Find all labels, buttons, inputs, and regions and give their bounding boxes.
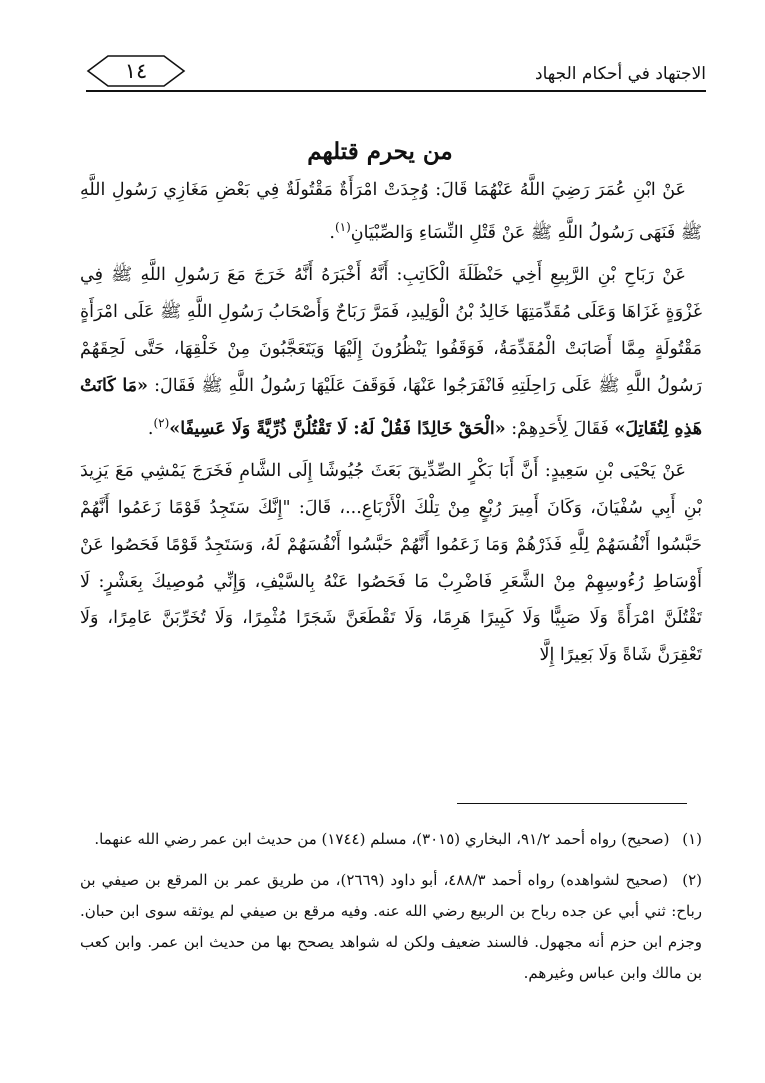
running-header xyxy=(86,52,706,96)
footnote-text: رواه أحمد ٤٨٨/٣، أبو داود (٢٦٦٩)، من طريق عمر بن المرقع بن صيفي بن رباح: ثني أبي عن جده رباح بن الربيع رضي الله عنه. وفيه مرقع بن صيفي لم يوثقه سوى ابن حبان. وجزم ابن حزم أنه مجهول. فالسند ضعيف ولكن له شواهد يصحح بها من حديث ابن عمر. وابن كعب بن مالك وابن عباس وغيرهم. xyxy=(80,871,702,982)
footnotes xyxy=(80,824,702,999)
footnote-1 xyxy=(80,824,702,855)
footnote-text: رواه أحمد ٩١/٢، البخاري (٣٠١٥)، مسلم (١٧٤٤) من حديث ابن عمر رضي الله عنهما. xyxy=(94,830,617,848)
paragraph-text: فَقَالَ لِأَحَدِهِمْ: xyxy=(511,418,609,439)
hadith-quote: «مَا كَانَتْ هَذِهِ لِتُقَاتِلَ» xyxy=(80,375,702,439)
hadith-quote: «الْحَقْ خَالِدًا فَقُلْ لَهُ: لَا تَقْتُلُنَّ ذُرِّيَّةً وَلَا عَسِيفًا» xyxy=(169,418,506,439)
footnote-divider xyxy=(457,803,687,804)
paragraph-yahya xyxy=(80,453,702,674)
body-text xyxy=(80,172,702,680)
footnote-ref-2: (٢) xyxy=(153,415,170,430)
footnote-ref-1: (١) xyxy=(334,219,351,234)
footnote-grade: (صحيح لشواهده) xyxy=(560,871,669,889)
footnote-number: (٢) xyxy=(682,871,702,889)
footnote-number: (١) xyxy=(682,830,702,848)
header-rule xyxy=(86,90,706,92)
paragraph-text: عَنْ يَحْيَى بْنِ سَعِيدٍ: أَنَّ أَبَا بَكْرٍ الصِّدِّيقَ بَعَثَ جُيُوشًا إِلَى الشَّامِ فَخَرَجَ يَمْشِي مَعَ يَزِيدَ بْنِ أَبِي سُفْيَانَ، وَكَانَ أَمِيرَ رُبْعٍ مِنْ تِلْكَ الْأَرْبَاعِ...، قَالَ: "إِنَّكَ سَتَجِدُ قَوْمًا زَعَمُوا أَنَّهُمْ حَبَّسُوا أَنْفُسَهُمْ لِلَّهِ فَذَرْهُمْ وَمَا زَعَمُوا أَنَّهُمْ حَبَّسُوا أَنْفُسَهُمْ لَهُ، وَسَتَجِدُ قَوْمًا فَحَصُوا عَنْ أَوْسَاطِ رُءُوسِهِمْ مِنْ الشَّعَرِ فَاضْرِبْ مَا فَحَصُوا عَنْهُ بِالسَّيْفِ، وَإِنِّي مُوصِيكَ بِعَشْرٍ: لَا تَقْتُلَنَّ امْرَأَةً وَلَا صَبِيًّا وَلَا كَبِيرًا هَرِمًا، وَلَا تَقْطَعَنَّ شَجَرًا مُثْمِرًا، وَلَا تُخَرِّبَنَّ عَامِرًا، وَلَا تَعْقِرَنَّ شَاةً وَلَا بَعِيرًا إِلَّا xyxy=(80,461,702,666)
paragraph-rabah: عَنْ رَبَاحِ بْنِ الرَّبِيعِ أَخِي حَنْظَلَةَ الْكَاتِبِ: أَنَّهُ أَخْبَرَهُ أَنَّهُ خَرَجَ مَعَ رَسُولِ اللَّهِ ﷺ فِي غَزْوَةٍ غَزَاهَا وَعَلَى مُقَدِّمَتِهَا خَالِدُ بْنُ الْوَلِيدِ، فَمَرَّ رَبَاحٌ وَأَصْحَابُ رَسُولِ اللَّهِ ﷺ عَلَى امْرَأَةٍ مَقْتُولَةٍ مِمَّا أَصَابَتْ الْمُقَدِّمَةُ، فَوَقَفُوا يَنْظُرُونَ إِلَيْهَا وَيَتَعَجَّبُونَ مِنْ خَلْقِهَا، حَتَّى لَحِقَهُمْ رَسُولُ اللَّهِ ﷺ عَلَى رَاحِلَتِهِ فَانْفَرَجُوا عَنْهَا، فَوَقَفَ عَلَيْهَا رَسُولُ اللَّهِ ﷺ فَقَالَ: «مَا كَانَتْ هَذِهِ لِتُقَاتِلَ» فَقَالَ لِأَحَدِهِمْ: «الْحَقْ خَالِدًا فَقُلْ لَهُ: لَا تَقْتُلُنَّ ذُرِّيَّةً وَلَا عَسِيفًا»$^{(٢)}$. xyxy=(80,265,702,439)
paragraph-ibn-umar: عَنْ ابْنِ عُمَرَ رَضِيَ اللَّهُ عَنْهُمَا قَالَ: وُجِدَتْ امْرَأَةٌ مَقْتُولَةٌ فِي بَعْضِ مَغَازِي رَسُولِ اللَّهِ ﷺ فَنَهَى رَسُولُ اللَّهِ ﷺ عَنْ قَتْلِ النِّسَاءِ وَالصِّبْيَانِ$^{(١)}$. xyxy=(80,180,702,243)
paragraph-text: عَنْ رَبَاحِ بْنِ الرَّبِيعِ أَخِي حَنْظَلَةَ الْكَاتِبِ: أَنَّهُ أَخْبَرَهُ أَنَّهُ خَرَجَ مَعَ رَسُولِ اللَّهِ ﷺ فِي غَزْوَةٍ غَزَاهَا وَعَلَى مُقَدِّمَتِهَا خَالِدُ بْنُ الْوَلِيدِ، فَمَرَّ رَبَاحٌ وَأَصْحَابُ رَسُولِ اللَّهِ ﷺ عَلَى امْرَأَةٍ مَقْتُولَةٍ مِمَّا أَصَابَتْ الْمُقَدِّمَةُ، فَوَقَفُوا يَنْظُرُونَ إِلَيْهَا وَيَتَعَجَّبُونَ مِنْ خَلْقِهَا، حَتَّى لَحِقَهُمْ رَسُولُ اللَّهِ ﷺ عَلَى رَاحِلَتِهِ فَانْفَرَجُوا عَنْهَا، فَوَقَفَ عَلَيْهَا رَسُولُ اللَّهِ ﷺ فَقَالَ: xyxy=(80,265,702,396)
page-number: ١٤ xyxy=(124,59,148,83)
footnote-grade: (صحيح) xyxy=(621,830,670,848)
header-title: الاجتهاد في أحكام الجهاد xyxy=(535,64,706,84)
paragraph-text: عَنْ ابْنِ عُمَرَ رَضِيَ اللَّهُ عَنْهُمَا قَالَ: وُجِدَتْ امْرَأَةٌ مَقْتُولَةٌ فِي بَعْضِ مَغَازِي رَسُولِ اللَّهِ ﷺ فَنَهَى رَسُولُ اللَّهِ ﷺ عَنْ قَتْلِ النِّسَاءِ وَالصِّبْيَانِ xyxy=(80,180,702,243)
page-number-badge xyxy=(86,54,186,88)
footnote-2 xyxy=(80,865,702,989)
section-title: من يحرم قتلهم xyxy=(307,138,453,165)
